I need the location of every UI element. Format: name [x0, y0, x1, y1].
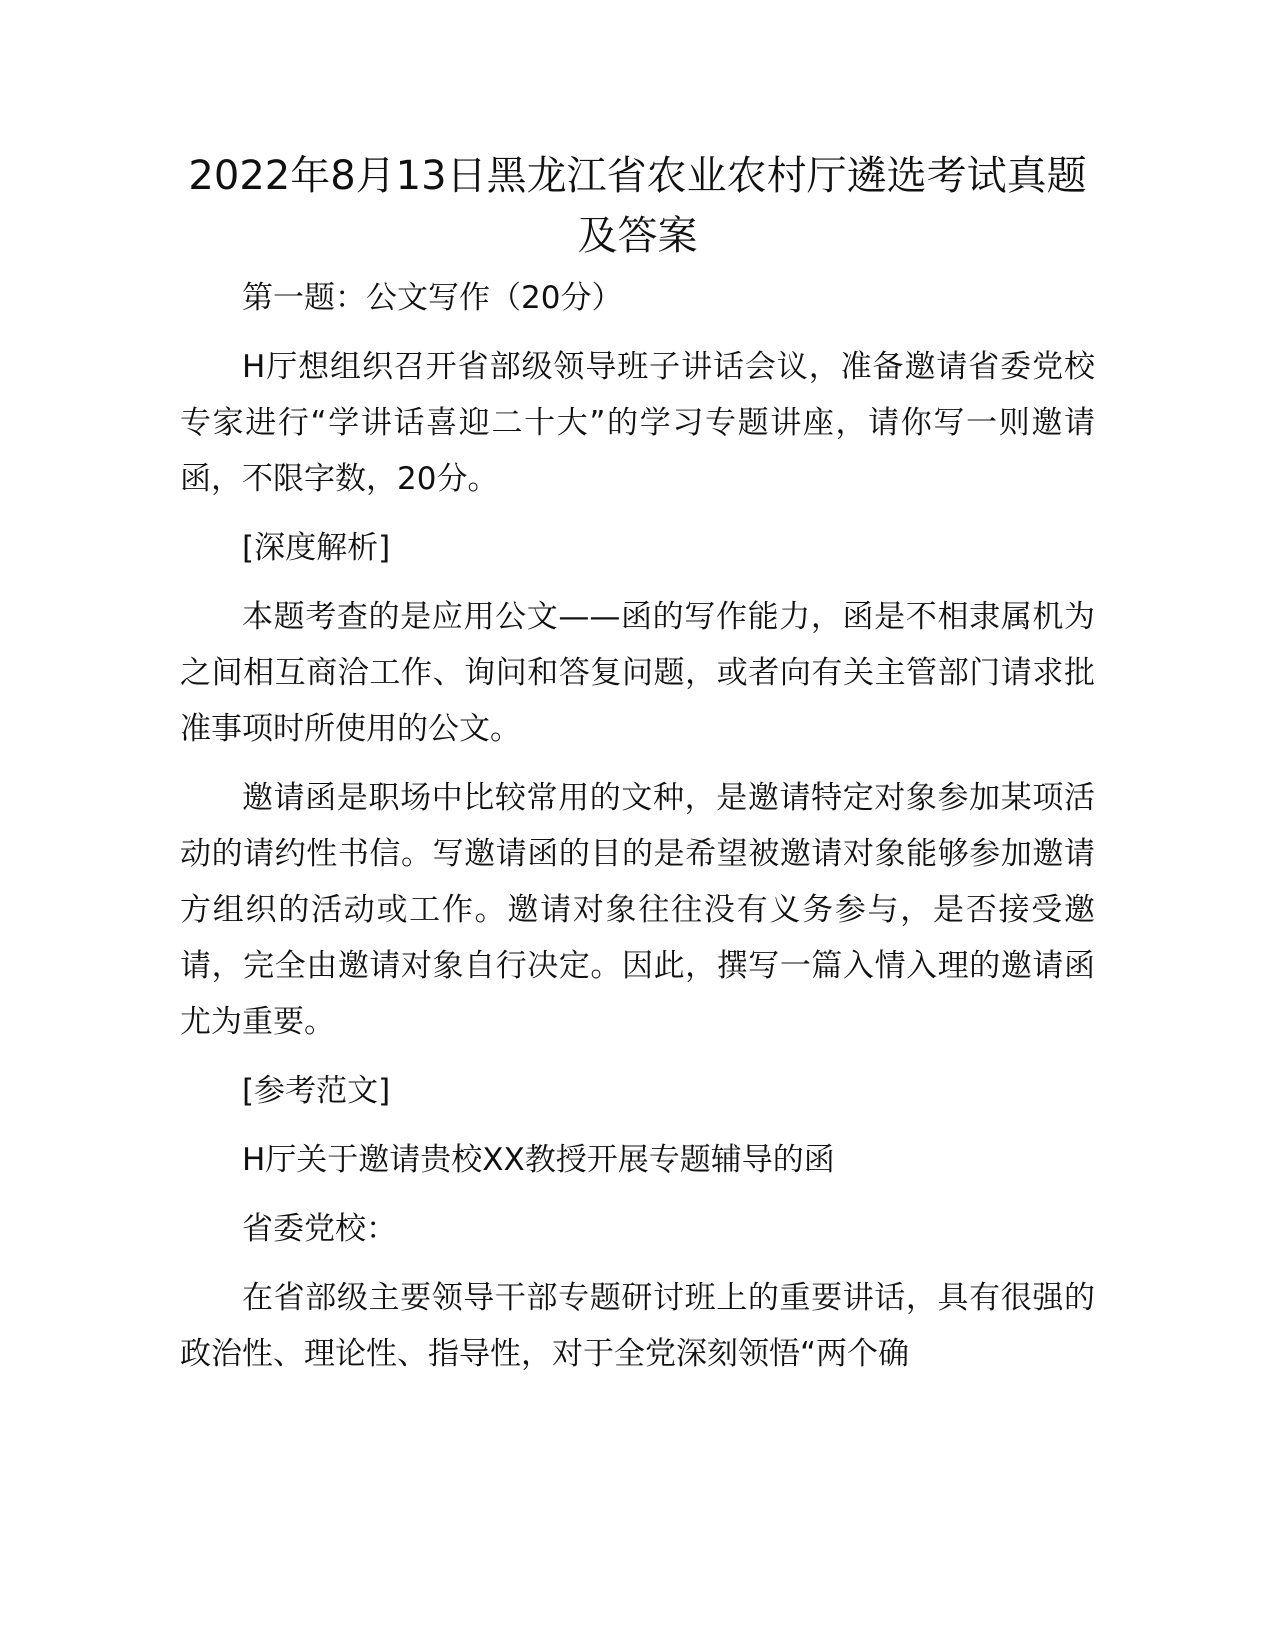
sample-heading: [参考范文] [242, 1073, 391, 1109]
question-prompt: H厅想组织召开省部级领导班子讲话会议，准备邀请省委党校专家进行“学讲话喜迎二十大”的学习专题讲座，请你写一则邀请函，不限字数，20分。 [180, 349, 1095, 497]
analysis-paragraph: 邀请函是职场中比较常用的文种，是邀请特定对象参加某项活动的请约性书信。写邀请函的目的是希望被邀请对象能够参加邀请方组织的活动或工作。邀请对象往往没有义务参与，是否接受邀请，完全由邀请对象自行决定。因此，撰写一篇入情入理的邀请函尤为重要。 [180, 780, 1095, 1040]
analysis-paragraph: 本题考查的是应用公文——函的写作能力，函是不相隶属机为之间相互商洽工作、询问和答复问题，或者向有关主管部门请求批准事项时所使用的公文。 [180, 599, 1095, 747]
analysis-heading: [深度解析] [242, 530, 391, 566]
question-heading: 第一题：公文写作（20分） [242, 280, 623, 316]
sample-letter-salutation: 省委党校： [242, 1211, 397, 1247]
document-body [180, 270, 1095, 1395]
sample-letter-body: 在省部级主要领导干部专题研讨班上的重要讲话，具有很强的政治性、理论性、指导性，对于全党深刻领悟“两个确 [180, 1280, 1095, 1372]
sample-letter-title: H厅关于邀请贵校XX教授开展专题辅导的函 [242, 1142, 835, 1178]
document-title: 2022年8月13日黑龙江省农业农村厅遴选考试真题及答案 [188, 153, 1087, 259]
